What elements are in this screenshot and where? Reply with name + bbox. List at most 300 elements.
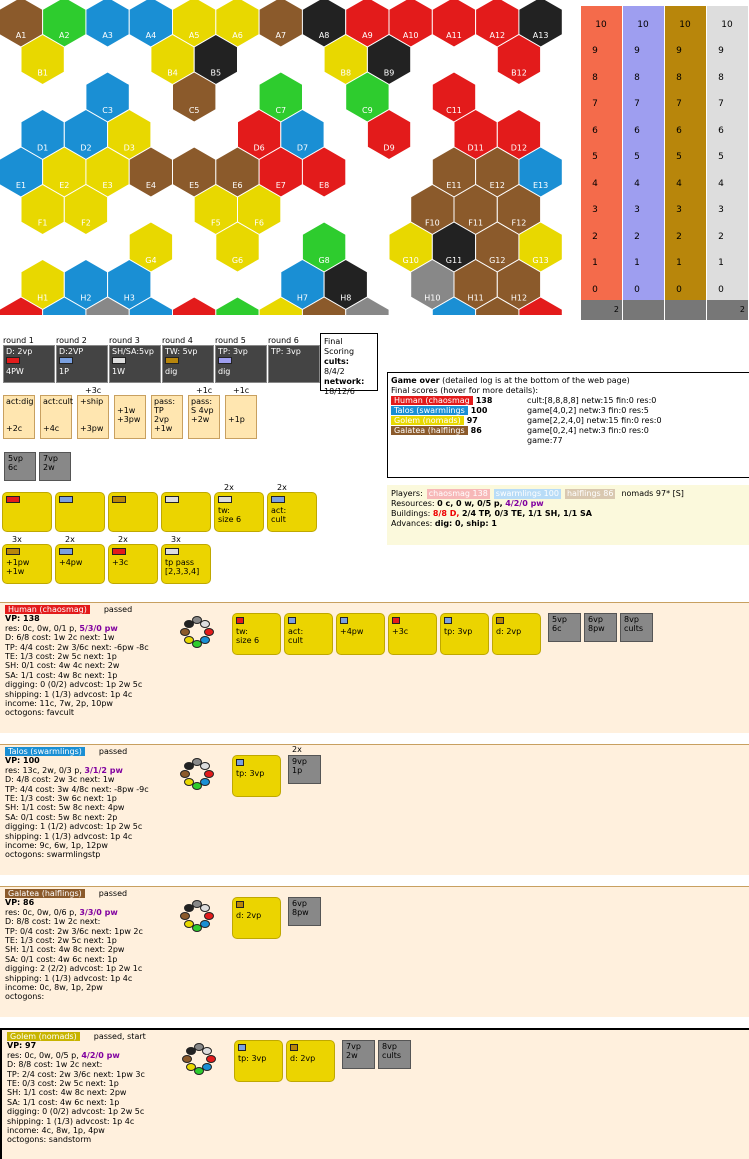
- bonus-line: +4c: [43, 424, 60, 433]
- cult-level: 2: [634, 231, 640, 242]
- cult-wheel-icon: [182, 1042, 216, 1076]
- town-vp: 5vp: [8, 454, 23, 463]
- hex-label: C3: [102, 106, 113, 115]
- hex-label: F12: [511, 218, 527, 228]
- cult-level: 1: [634, 258, 640, 268]
- panel-line-text: res: 0c, 0w, 0/1 p,: [5, 623, 80, 633]
- round-title: round 5: [215, 336, 246, 345]
- panel-line: [5, 992, 744, 1001]
- cult-level: 6: [592, 125, 598, 136]
- hex-label: H12: [510, 293, 528, 303]
- panel-line-text: shipping: 1 (1/3) advcost: 1p 4c: [7, 1116, 135, 1126]
- cult-level: 4: [592, 178, 598, 189]
- panel-line: [7, 1070, 744, 1079]
- panel-line: [5, 766, 744, 775]
- hex-label: A2: [59, 31, 70, 40]
- hex-label: A4: [145, 31, 157, 40]
- wheel-disc: [180, 770, 190, 778]
- town-tile: [39, 452, 71, 481]
- hex-label: F5: [210, 218, 221, 228]
- town-reward: 6c: [8, 463, 18, 472]
- hex-label: G8: [318, 256, 330, 265]
- panel-favor-tile: [232, 897, 281, 939]
- cult-level: 8: [592, 72, 598, 83]
- final-cults-label: cults:: [324, 357, 349, 366]
- cult-top-value: 10: [595, 20, 607, 30]
- panel-town-tile: [342, 1040, 375, 1069]
- cult-level: 5: [676, 152, 682, 162]
- favor-text: tw:: [218, 506, 230, 515]
- bonus-line: [43, 406, 69, 415]
- player-score: 97: [466, 416, 478, 425]
- player-name-tag: Human (chaosmag: [391, 396, 473, 405]
- panel-line-text: SH: 1/1 cost: 4w 8c next: 2pw: [7, 1088, 127, 1098]
- hex-label: D12: [510, 143, 528, 153]
- town-reward: cults: [624, 624, 643, 633]
- wheel-disc: [206, 1055, 216, 1063]
- cult-chip: [444, 617, 452, 624]
- favor-count: 2x: [118, 535, 128, 544]
- bonus-tile-3: [77, 395, 109, 439]
- panel-line-text: octogons: sandstorm: [7, 1135, 92, 1145]
- favor-tile: [2, 492, 52, 532]
- panel-line: [5, 850, 744, 859]
- wheel-disc: [192, 924, 202, 932]
- panel-header: [5, 889, 744, 898]
- favor-text: cult: [271, 515, 286, 524]
- panel-line: [5, 955, 744, 964]
- cult-level: 0: [718, 284, 724, 295]
- bonus-line: [191, 424, 217, 433]
- panel-line: [5, 974, 744, 983]
- round-desc: SH/SA:5vp: [112, 347, 154, 356]
- panel-line-text: shipping: 1 (1/3) advcost: 1p 4c: [5, 973, 133, 983]
- buildings-label: Buildings:: [391, 509, 431, 518]
- hex-label: F10: [424, 218, 440, 228]
- panel-line: [7, 1117, 744, 1126]
- favor-text: size 6: [218, 515, 242, 524]
- score-detail: cult:[8,8,8,8] netw:15 fin:0 res:0: [527, 396, 657, 405]
- panel-line-text: res: 13c, 2w, 0/3 p,: [5, 765, 85, 775]
- cult-level: 9: [634, 46, 640, 56]
- panel-faction-name: Golem (nomads): [7, 1032, 80, 1041]
- wheel-disc: [200, 762, 210, 770]
- panel-favor-tile: [492, 613, 541, 655]
- round-bonus: 1W: [112, 367, 125, 376]
- panel-line-text: D: 8/8 cost: 1w 2c next:: [5, 917, 101, 927]
- cult-level: 8: [634, 72, 640, 83]
- players-line: [391, 489, 745, 499]
- bonus-line: [154, 433, 180, 442]
- panel-line-text: shipping: 1 (1/3) advcost: 1p 4c: [5, 831, 133, 841]
- bonus-tile-2: [40, 395, 72, 439]
- cult-level: 1: [718, 258, 724, 268]
- hex-label: D11: [467, 143, 484, 153]
- hex-label: A11: [446, 31, 462, 40]
- favor-text: [2,3,3,4]: [165, 567, 200, 576]
- round-card-5: [215, 337, 267, 383]
- panel-town-tile: [288, 897, 321, 926]
- cult-chip: [6, 496, 20, 503]
- panel-header: [7, 1032, 744, 1041]
- hex-label: E6: [232, 181, 243, 190]
- panel-line-text: res: 0c, 0w, 0/5 p,: [7, 1050, 82, 1060]
- cult-level: 6: [676, 125, 682, 136]
- favor-text: +4pw: [59, 558, 83, 567]
- town-reward: 2w: [43, 463, 55, 472]
- bonus-line: TP 2vp: [154, 406, 169, 424]
- favor-tile: [2, 544, 52, 584]
- panel-line: [5, 841, 744, 850]
- buildings-dwellings: 8/8 D,: [432, 509, 460, 518]
- panel-line: [5, 775, 744, 784]
- favor-text: tp: 3vp: [236, 769, 265, 778]
- wheel-disc: [204, 628, 214, 636]
- hex-label: A8: [318, 31, 330, 40]
- cult-level: 5: [592, 152, 598, 162]
- panel-state: passed: [98, 747, 128, 756]
- cult-chip: [6, 548, 20, 555]
- favor-count: 2x: [277, 483, 287, 492]
- buildings-rest: 2/4 TP, 0/3 TE, 1/1 SH, 1/1 SA: [461, 509, 592, 518]
- round-body: [162, 345, 214, 383]
- panel-line: [7, 1088, 744, 1097]
- cult-level: 1: [676, 258, 682, 268]
- bonus-line: [43, 415, 69, 424]
- score-detail: game[0,2,4] netw:3 fin:0 res:0: [527, 426, 649, 435]
- hex-label: F11: [468, 218, 484, 228]
- cult-level: 4: [634, 178, 640, 189]
- cult-chip: [6, 357, 20, 364]
- town-vp: 8vp: [624, 615, 639, 624]
- bonus-line: [6, 415, 32, 424]
- panel-favor-tile: [284, 613, 333, 655]
- panel-line: [5, 936, 744, 945]
- bonus-line: act:cult: [43, 397, 73, 406]
- hex-label: E1: [15, 181, 27, 190]
- panel-line-text: digging: 2 (2/2) advcost: 1p 2w 1c: [5, 964, 143, 974]
- bonus-line: pass:: [154, 397, 176, 406]
- panel-line-text: SH: 1/1 cost: 4w 8c next: 2pw: [5, 945, 125, 955]
- bonus-line: [80, 406, 106, 415]
- favor-count: 2x: [224, 483, 234, 492]
- cult-level: 4: [676, 178, 682, 189]
- hex-label: A10: [402, 31, 419, 40]
- panel-state: passed: [98, 889, 128, 898]
- panel-line-text: digging: 0 (0/2) advcost: 1p 2w 5c: [5, 680, 143, 690]
- cult-chip: [236, 759, 244, 766]
- panel-favor-tile: [388, 613, 437, 655]
- panel-state: passed, start: [93, 1032, 146, 1041]
- panel-faction-name: Human (chaosmag): [5, 605, 90, 614]
- cult-bottom-bar: [665, 300, 706, 320]
- panel-line: [7, 1079, 744, 1088]
- round-desc: TP: 3vp: [218, 347, 248, 356]
- cult-level: 5: [634, 152, 640, 162]
- wheel-disc: [192, 640, 202, 648]
- player-name-tag: Galatea (halflings: [391, 426, 468, 435]
- wheel-disc: [180, 912, 190, 920]
- favor-text: tp: 3vp: [238, 1054, 267, 1063]
- hex-label: A9: [362, 31, 373, 40]
- round-body: [3, 345, 55, 383]
- final-score-row: [391, 396, 746, 406]
- panel-line-power: 3/3/0 pw: [79, 907, 118, 917]
- favor-text: +3c: [112, 558, 129, 567]
- cult-chip: [112, 496, 126, 503]
- round-desc: TW: 5vp: [165, 347, 198, 356]
- hex-label: H10: [424, 293, 441, 303]
- panel-line-text: SH: 0/1 cost: 4w 4c next: 2w: [5, 661, 120, 671]
- player-panel-3: [0, 886, 749, 1017]
- panel-line: [5, 680, 744, 689]
- panel-line-text: D: 4/8 cost: 2w 3c next: 1w: [5, 775, 115, 785]
- resources-value: 0 c, 0 w, 0/5 p,: [437, 499, 503, 508]
- bonus-line: act:dig: [6, 397, 34, 406]
- town-reward: 2w: [346, 1051, 358, 1060]
- cult-level: 9: [592, 46, 598, 56]
- player-panel-2: [0, 744, 749, 875]
- hex-label: H3: [123, 293, 135, 303]
- cult-bottom-bar: [707, 300, 748, 320]
- favor-text: d: 2vp: [290, 1054, 316, 1063]
- hex-label: E7: [275, 181, 286, 190]
- panel-line: [5, 708, 744, 717]
- panel-line: [5, 661, 744, 670]
- hex-label: E5: [189, 181, 200, 190]
- round-desc: D:2VP: [59, 347, 84, 356]
- town-reward: 8pw: [292, 908, 309, 917]
- cult-track-0: [581, 6, 622, 300]
- panel-line-text: octogons: swarmlingstp: [5, 850, 101, 860]
- favor-text: +4pw: [340, 627, 364, 636]
- panel-town-tile: [584, 613, 617, 642]
- cult-level: 4: [718, 178, 724, 189]
- panel-line-text: SH: 1/1 cost: 5w 8c next: 4pw: [5, 803, 125, 813]
- bonus-line: pass:: [191, 397, 213, 406]
- cult-level: 7: [718, 99, 724, 109]
- panel-town-tile: [378, 1040, 411, 1069]
- panel-town-tile: [620, 613, 653, 642]
- panel-line: [5, 813, 744, 822]
- panel-line-text: SA: 1/1 cost: 4w 6c next: 1p: [7, 1097, 120, 1107]
- hex-label: D6: [253, 143, 265, 153]
- final-scores-note: Final scores (hover for more details):: [391, 386, 539, 395]
- cult-chip: [290, 1044, 298, 1051]
- round-card-3: [109, 337, 161, 383]
- panel-line: [5, 908, 744, 917]
- hex-label: H1: [37, 293, 49, 303]
- wheel-disc: [204, 912, 214, 920]
- favor-text: tp: 3vp: [444, 627, 473, 636]
- panel-line-text: SA: 1/1 cost: 4w 8c next: 1p: [5, 670, 118, 680]
- bonus-line: +3pw: [80, 424, 104, 433]
- town-vp: 9vp: [292, 757, 307, 766]
- resources-label: Resources:: [391, 499, 435, 508]
- hex-label: B1: [37, 68, 48, 78]
- hex-label: D1: [37, 143, 49, 153]
- town-vp: 7vp: [43, 454, 58, 463]
- bonus-coin-note: +1c: [196, 386, 213, 395]
- player-panel-4: [0, 1028, 749, 1159]
- cult-level: 0: [592, 284, 598, 295]
- bonus-line: [117, 397, 143, 406]
- bonus-line: [228, 397, 254, 406]
- cult-chip: [218, 496, 232, 503]
- hex-label: E4: [145, 181, 156, 190]
- favor-text: d: 2vp: [496, 627, 522, 636]
- round-card-4: [162, 337, 214, 383]
- panel-state: passed: [103, 605, 133, 614]
- round-bonus: dig: [218, 367, 231, 376]
- bonus-coin-note: +3c: [85, 386, 102, 395]
- panel-vp: VP: 97: [7, 1041, 37, 1051]
- cult-top-value: 10: [721, 20, 733, 30]
- cult-chip: [112, 357, 126, 364]
- player-name-tag: Golem (nomads): [391, 416, 464, 425]
- wheel-disc: [204, 770, 214, 778]
- round-title: round 2: [56, 336, 87, 345]
- cult-level: 3: [718, 205, 724, 215]
- cult-track-3: [707, 6, 748, 300]
- cult-bottom-bar: [623, 300, 664, 320]
- cult-chip: [59, 496, 73, 503]
- round-bonus: dig: [165, 367, 178, 376]
- panel-line: [5, 832, 744, 841]
- panel-line-power: 4/2/0 pw: [81, 1050, 120, 1060]
- bonus-line: +2c: [6, 424, 23, 433]
- final-scoring-box: [320, 333, 378, 396]
- hex-label: A5: [188, 31, 200, 40]
- panel-line-power: 3/1/2 pw: [84, 765, 123, 775]
- panel-town-tile: [548, 613, 581, 642]
- panel-line: [5, 803, 744, 812]
- player-score: 138: [475, 396, 493, 405]
- hex-label: D3: [123, 143, 135, 153]
- round-body: [215, 345, 267, 383]
- cult-chip: [392, 617, 400, 624]
- wheel-disc: [202, 1047, 212, 1055]
- cult-chip: [288, 617, 296, 624]
- panel-favor-tile: [234, 1040, 283, 1082]
- hex-label: G12: [489, 256, 506, 265]
- panel-line: [5, 822, 744, 831]
- favor-text: tw:: [236, 627, 248, 636]
- favor-count: 3x: [12, 535, 22, 544]
- bonus-line: +ship: [80, 397, 104, 406]
- bonus-line: [117, 424, 143, 433]
- player-score: 100: [470, 406, 488, 415]
- hex-label: D2: [80, 143, 92, 153]
- panel-line-text: TE: 1/3 cost: 2w 5c next: 1p: [5, 936, 117, 946]
- panel-line-text: TP: 2/4 cost: 2w 3/6c next: 1pw 3c: [7, 1069, 145, 1079]
- hex-label: B5: [210, 68, 222, 78]
- bonus-tile-6: [188, 395, 220, 439]
- final-network-label: network:: [324, 377, 365, 386]
- panel-line: [5, 671, 744, 680]
- panel-line: [5, 699, 744, 708]
- cult-level: 5: [718, 152, 724, 162]
- hex-label: H2: [80, 293, 92, 303]
- hex-label: F2: [81, 218, 91, 228]
- hex-label: H7: [296, 293, 309, 303]
- wheel-disc: [192, 782, 202, 790]
- cult-level: 2: [592, 231, 598, 242]
- cult-level: 2: [718, 231, 724, 242]
- cult-level: 0: [676, 284, 682, 295]
- hex-label: F6: [254, 218, 265, 228]
- player-name-tag: Talos (swarmlings: [391, 406, 468, 415]
- panel-line: [7, 1060, 744, 1069]
- round-body: [109, 345, 161, 383]
- favor-tile: [108, 544, 158, 584]
- bonus-line: +1w: [117, 406, 136, 415]
- hex-label: B8: [340, 68, 352, 78]
- favor-tile: [267, 492, 317, 532]
- panel-line: [5, 690, 744, 699]
- panel-line-text: octogons: favcult: [5, 708, 75, 718]
- game-over-note: (detailed log is at the bottom of the web page): [442, 376, 630, 385]
- player-status-tag: chaosmag 138: [428, 489, 488, 498]
- hex-label: A13: [532, 31, 549, 40]
- town-vp: 8vp: [382, 1042, 397, 1051]
- cult-level: 9: [676, 46, 682, 56]
- bonus-line: [228, 424, 254, 433]
- favor-text: cult: [288, 636, 303, 645]
- panel-favor-tile: [440, 613, 489, 655]
- round-card-2: [56, 337, 108, 383]
- favor-tile: [161, 492, 211, 532]
- hex-label: D9: [383, 143, 395, 153]
- bonus-coin-note: +1c: [233, 386, 250, 395]
- final-network-value: 18/12/6: [324, 387, 355, 396]
- panel-line-text: SA: 0/1 cost: 4w 6c next: 1p: [5, 954, 118, 964]
- cult-level: 8: [676, 72, 682, 83]
- player-score: 86: [470, 426, 482, 435]
- favor-tile: [161, 544, 211, 584]
- bonus-line: +2w: [191, 415, 210, 424]
- hex-label: B12: [511, 68, 527, 78]
- panel-vp: VP: 138: [5, 614, 40, 624]
- panel-favor-tile: [232, 755, 281, 797]
- bonus-line: S 4vp: [191, 406, 214, 415]
- town-count: 2x: [292, 745, 302, 754]
- panel-line-text: income: 11c, 7w, 2p, 10pw: [5, 699, 113, 709]
- hex-label: G6: [231, 256, 244, 265]
- panel-line: [7, 1098, 744, 1107]
- hex-label: G4: [145, 256, 157, 265]
- hex-label: D7: [296, 143, 309, 153]
- hex-label: A3: [102, 31, 113, 40]
- player-status-tag: swarmlings 100: [495, 489, 559, 498]
- cult-level: 7: [634, 99, 640, 109]
- cult-chip: [218, 357, 232, 364]
- panel-line-text: digging: 1 (1/2) advcost: 1p 2w 5c: [5, 822, 143, 832]
- panel-faction-name: Galatea (halflings): [5, 889, 85, 898]
- hex-label: F1: [37, 218, 48, 228]
- cult-level: 3: [634, 205, 640, 215]
- panel-vp: VP: 86: [5, 898, 35, 908]
- cult-chip: [236, 617, 244, 624]
- hex-label: B9: [383, 68, 395, 78]
- town-reward: 6c: [552, 624, 562, 633]
- cult-level: 3: [592, 205, 598, 215]
- cult-chip: [59, 548, 73, 555]
- wheel-disc: [194, 1067, 204, 1075]
- round-title: round 4: [162, 336, 193, 345]
- panel-line: [7, 1051, 744, 1060]
- panel-favor-tile: [286, 1040, 335, 1082]
